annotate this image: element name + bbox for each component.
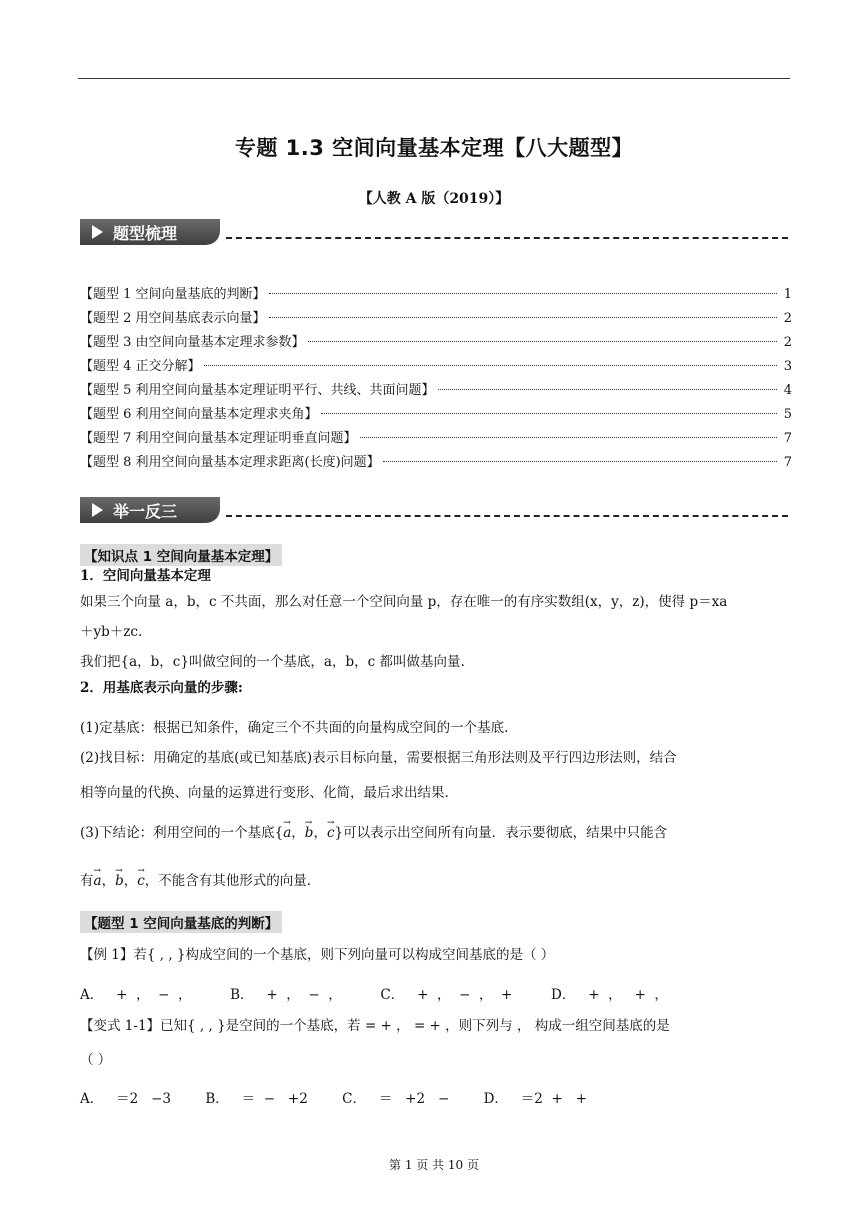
section-header-practice bbox=[80, 496, 220, 524]
section-label: 举一反三 bbox=[113, 501, 178, 521]
toc-page: 2 bbox=[783, 335, 792, 350]
toc-page: 3 bbox=[783, 359, 792, 374]
vector-a: → a bbox=[283, 823, 291, 843]
toc-text: 【题型 8 利用空间向量基本定理求距离(长度)问题】 bbox=[80, 455, 380, 470]
variant-1-1-question: 【变式 1-1】已知{ , , }是空间的一个基底，若 = + ， = + ，则下列与 ， 构成一组空间基底的是 bbox=[80, 1018, 670, 1034]
vector-c: → c bbox=[137, 871, 145, 891]
section-header-types bbox=[80, 218, 220, 246]
toc-entry-4[interactable] bbox=[80, 355, 792, 379]
section-divider bbox=[226, 237, 788, 239]
toc-entry-8[interactable] bbox=[80, 451, 792, 475]
toc-leader bbox=[383, 461, 777, 462]
toc-page: 7 bbox=[783, 431, 792, 446]
step-2-line2: 相等向量的代换、向量的运算进行变形、化简，最后求出结果. bbox=[80, 785, 449, 801]
knowledge-point-label: 【知识点 1 空间向量基本定理】 bbox=[80, 544, 282, 566]
toc-leader bbox=[269, 293, 777, 294]
toc-page: 5 bbox=[783, 407, 792, 422]
heading-steps: 2．用基底表示向量的步骤: bbox=[80, 680, 243, 696]
basis-definition: 我们把{a，b，c}叫做空间的一个基底，a，b，c 都叫做基向量. bbox=[80, 654, 465, 670]
toc-text: 【题型 1 空间向量基底的判断】 bbox=[80, 287, 266, 302]
theorem-text-line1: 如果三个向量 a，b，c 不共面，那么对任意一个空间向量 p，存在唯一的有序实数组(x，y，z)，使得 p＝xa bbox=[80, 594, 728, 610]
step-3-line2-prefix: 有 bbox=[80, 873, 94, 889]
toc-entry-3[interactable] bbox=[80, 331, 792, 355]
vector-c: → c bbox=[327, 823, 335, 843]
toc-text: 【题型 3 由空间向量基本定理求参数】 bbox=[80, 335, 305, 350]
type1-label: 【题型 1 空间向量基底的判断】 bbox=[80, 911, 282, 933]
page-title: 专题 1.3 空间向量基本定理【八大题型】 bbox=[234, 136, 634, 160]
toc-page: 2 bbox=[783, 311, 792, 326]
section-label: 题型梳理 bbox=[113, 223, 178, 243]
section-tab bbox=[80, 497, 220, 523]
vector-a: → a bbox=[94, 871, 102, 891]
step-2-line1: (2)找目标：用确定的基底(或已知基底)表示目标向量，需要根据三角形法则及平行四边形法则，结合 bbox=[80, 750, 677, 766]
header-rule bbox=[78, 78, 790, 79]
play-icon bbox=[92, 503, 103, 517]
toc-page: 7 bbox=[783, 455, 792, 470]
variant-1-1-options: A． ＝2 −3 B． ＝ − +2 C． ＝ +2 − D． ＝2 + + bbox=[80, 1091, 587, 1107]
step-3-line2-suffix: ，不能含有其他形式的向量. bbox=[144, 873, 312, 889]
toc-leader bbox=[321, 413, 777, 414]
toc-entry-6[interactable] bbox=[80, 403, 792, 427]
vector-b: → b bbox=[305, 823, 314, 843]
step-1: (1)定基底：根据已知条件，确定三个不共面的向量构成空间的一个基底. bbox=[80, 720, 509, 736]
step-3-line1: (3)下结论：利用空间的一个基底{→ a，→ b，→ c}可以表示出空间所有向量．表示要彻底，结果中只能含 bbox=[80, 823, 667, 843]
toc-text: 【题型 2 用空间基底表示向量】 bbox=[80, 311, 266, 326]
toc-page: 4 bbox=[783, 383, 792, 398]
toc-text: 【题型 4 正交分解】 bbox=[80, 359, 201, 374]
toc-entry-1[interactable] bbox=[80, 283, 792, 307]
step-3-line2: 有→ a，→ b，→ c，不能含有其他形式的向量. bbox=[80, 871, 311, 891]
theorem-text-line2: ＋yb＋zc. bbox=[80, 624, 143, 640]
variant-1-1-blank: （ ） bbox=[80, 1052, 112, 1068]
toc-entry-2[interactable] bbox=[80, 307, 792, 331]
toc-page: 1 bbox=[783, 287, 792, 302]
section-tab bbox=[80, 219, 220, 245]
toc-leader bbox=[308, 341, 777, 342]
toc-entry-7[interactable] bbox=[80, 427, 792, 451]
section-divider bbox=[226, 515, 788, 517]
toc-leader bbox=[204, 365, 777, 366]
toc-leader bbox=[360, 437, 777, 438]
edition-label: 【人教 A 版（2019）】 bbox=[358, 191, 510, 207]
toc-entry-5[interactable] bbox=[80, 379, 792, 403]
toc-text: 【题型 5 利用空间向量基本定理证明平行、共线、共面问题】 bbox=[80, 383, 435, 398]
toc-leader bbox=[269, 317, 777, 318]
vector-b: → b bbox=[115, 871, 124, 891]
play-icon bbox=[92, 225, 103, 239]
step-3-prefix: (3)下结论：利用空间的一个基底{ bbox=[80, 825, 284, 841]
page-footer: 第 1 页 共 10 页 bbox=[389, 1158, 479, 1172]
step-3-suffix: }可以表示出空间所有向量．表示要彻底，结果中只能含 bbox=[334, 825, 668, 841]
example-1-question: 【例 1】若{ , , }构成空间的一个基底，则下列向量可以构成空间基底的是（ ） bbox=[80, 947, 555, 963]
heading-theorem: 1．空间向量基本定理 bbox=[80, 568, 211, 584]
toc-text: 【题型 6 利用空间向量基本定理求夹角】 bbox=[80, 407, 318, 422]
example-1-options: A． + ， − ， B． + ， − ， C． + ， − ， + D． + ， + ， bbox=[80, 987, 668, 1003]
toc-text: 【题型 7 利用空间向量基本定理证明垂直问题】 bbox=[80, 431, 357, 446]
toc-leader bbox=[438, 389, 777, 390]
